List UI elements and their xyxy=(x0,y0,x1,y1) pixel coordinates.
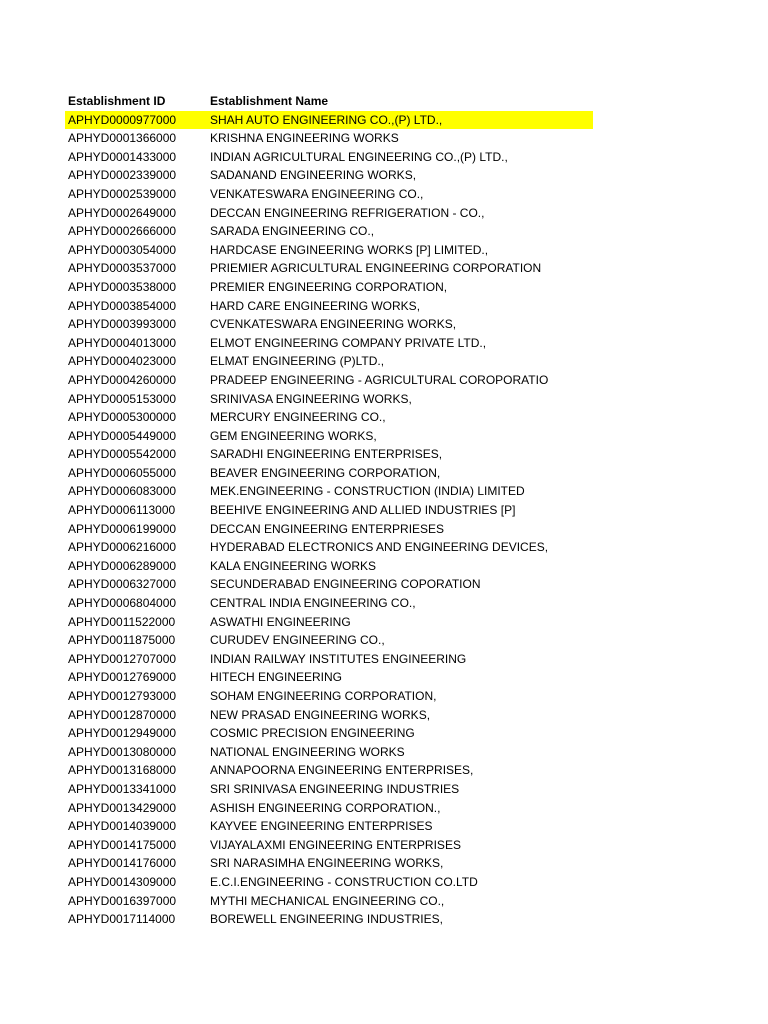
establishment-id-cell: APHYD0011875000 xyxy=(68,633,176,648)
establishment-id-cell: APHYD0006289000 xyxy=(68,558,177,573)
establishment-id-cell: APHYD0003054000 xyxy=(68,242,177,257)
establishment-name-cell: PRIEMIER AGRICULTURAL ENGINEERING CORPORATION xyxy=(210,261,542,276)
establishment-id-cell: APHYD0001366000 xyxy=(68,131,177,146)
table-row[interactable] xyxy=(65,408,593,427)
table-row[interactable] xyxy=(65,706,593,725)
table-row[interactable] xyxy=(65,371,593,390)
table-row[interactable] xyxy=(65,557,593,576)
establishment-name-cell: ELMOT ENGINEERING COMPANY PRIVATE LTD., xyxy=(210,335,487,350)
establishment-name-cell: DECCAN ENGINEERING REFRIGERATION - CO., xyxy=(210,205,485,220)
table-row[interactable] xyxy=(65,631,593,650)
establishment-name-cell: ANNAPOORNA ENGINEERING ENTERPRISES, xyxy=(210,763,474,778)
table-row[interactable] xyxy=(65,111,593,130)
table-row[interactable] xyxy=(65,185,593,204)
establishment-id-cell: APHYD0005300000 xyxy=(68,410,177,425)
establishment-id-cell: APHYD0006327000 xyxy=(68,577,177,592)
table-row[interactable] xyxy=(65,334,593,353)
establishment-id-cell: APHYD0006199000 xyxy=(68,521,177,536)
establishment-id-cell: APHYD0001433000 xyxy=(68,149,177,164)
establishment-name-cell: HARDCASE ENGINEERING WORKS [P] LIMITED., xyxy=(210,242,489,257)
establishment-name-cell: SRI SRINIVASA ENGINEERING INDUSTRIES xyxy=(210,781,460,796)
establishment-id-cell: APHYD0014175000 xyxy=(68,837,177,852)
establishment-name-cell: CENTRAL INDIA ENGINEERING CO., xyxy=(210,596,416,611)
establishment-id-cell: APHYD0006113000 xyxy=(68,503,176,518)
establishment-id-cell: APHYD0011522000 xyxy=(68,614,176,629)
table-row[interactable] xyxy=(65,799,593,818)
establishment-id-cell: APHYD0004260000 xyxy=(68,372,177,387)
table-row[interactable] xyxy=(65,204,593,223)
establishment-id-cell: APHYD0013429000 xyxy=(68,800,177,815)
establishment-name-cell: SHAH AUTO ENGINEERING CO.,(P) LTD., xyxy=(210,112,443,127)
establishment-name-cell: NEW PRASAD ENGINEERING WORKS, xyxy=(210,707,431,722)
establishment-name-cell: CURUDEV ENGINEERING CO., xyxy=(210,633,385,648)
establishment-name-cell: NATIONAL ENGINEERING WORKS xyxy=(210,744,405,759)
establishment-name-cell: SOHAM ENGINEERING CORPORATION, xyxy=(210,689,437,703)
table-row[interactable] xyxy=(65,613,593,632)
establishment-name-cell: ASWATHI ENGINEERING xyxy=(210,614,351,629)
table-row[interactable] xyxy=(65,780,593,799)
establishment-name-cell: KAYVEE ENGINEERING ENTERPRISES xyxy=(210,819,433,834)
establishment-name-cell: PREMIER ENGINEERING CORPORATION, xyxy=(210,279,448,294)
table-row[interactable] xyxy=(65,166,593,185)
establishment-id-cell: APHYD0014039000 xyxy=(68,819,177,834)
table-row[interactable] xyxy=(65,910,593,929)
table-row[interactable] xyxy=(65,297,593,316)
establishment-id-cell: APHYD0013341000 xyxy=(68,781,177,796)
establishment-id-cell: APHYD0017114000 xyxy=(68,912,176,927)
establishment-id-cell: APHYD0002339000 xyxy=(68,168,177,183)
column-header-establishment-id: Establishment ID xyxy=(68,94,166,108)
table-row[interactable] xyxy=(65,352,593,371)
establishment-id-cell: APHYD0002539000 xyxy=(68,186,177,201)
table-header-row xyxy=(65,92,593,111)
establishment-name-cell: DECCAN ENGINEERING ENTERPRIESES xyxy=(210,521,445,536)
table-row[interactable] xyxy=(65,650,593,669)
table-body xyxy=(65,111,593,929)
establishment-id-cell: APHYD0003538000 xyxy=(68,279,177,294)
establishment-id-cell: APHYD0006804000 xyxy=(68,596,177,611)
establishment-name-cell: BEAVER ENGINEERING CORPORATION, xyxy=(210,465,441,480)
establishment-name-cell: MEK.ENGINEERING - CONSTRUCTION (INDIA) LIMITED xyxy=(210,484,525,499)
establishment-id-cell: APHYD0006083000 xyxy=(68,484,177,499)
table-row[interactable] xyxy=(65,445,593,464)
establishment-id-cell: APHYD0012870000 xyxy=(68,707,177,722)
table-row[interactable] xyxy=(65,427,593,446)
establishment-id-cell: APHYD0012769000 xyxy=(68,670,177,685)
table-row[interactable] xyxy=(65,575,593,594)
table-row[interactable] xyxy=(65,259,593,278)
establishment-id-cell: APHYD0006055000 xyxy=(68,465,177,480)
establishment-id-cell: APHYD0003993000 xyxy=(68,317,177,332)
establishment-name-cell: BEEHIVE ENGINEERING AND ALLIED INDUSTRIES [P] xyxy=(210,503,516,518)
table-row[interactable] xyxy=(65,148,593,167)
table-row[interactable] xyxy=(65,594,593,613)
establishment-table xyxy=(65,92,593,929)
establishment-name-cell: GEM ENGINEERING WORKS, xyxy=(210,428,377,443)
establishment-name-cell: E.C.I.ENGINEERING - CONSTRUCTION CO.LTD xyxy=(210,874,478,889)
establishment-name-cell: VIJAYALAXMI ENGINEERING ENTERPRISES xyxy=(210,837,461,852)
establishment-id-cell: APHYD0004023000 xyxy=(68,354,177,369)
establishment-id-cell: APHYD0016397000 xyxy=(68,893,177,908)
table-row[interactable] xyxy=(65,482,593,501)
table-row[interactable] xyxy=(65,668,593,687)
establishment-name-cell: INDIAN RAILWAY INSTITUTES ENGINEERING xyxy=(210,651,467,666)
establishment-name-cell: MERCURY ENGINEERING CO., xyxy=(210,410,386,425)
establishment-name-cell: SECUNDERABAD ENGINEERING COPORATION xyxy=(210,577,481,592)
establishment-id-cell: APHYD0003537000 xyxy=(68,261,177,276)
column-header-establishment-name: Establishment Name xyxy=(210,94,329,108)
establishment-name-cell: SADANAND ENGINEERING WORKS, xyxy=(210,168,417,183)
table-row[interactable] xyxy=(65,129,593,148)
establishment-id-cell: APHYD0002666000 xyxy=(68,224,177,239)
table-row[interactable] xyxy=(65,390,593,409)
table-row[interactable] xyxy=(65,222,593,241)
table-row[interactable] xyxy=(65,724,593,743)
table-row[interactable] xyxy=(65,761,593,780)
table-row[interactable] xyxy=(65,278,593,297)
establishment-name-cell: KRISHNA ENGINEERING WORKS xyxy=(210,131,399,146)
establishment-name-cell: HITECH ENGINEERING xyxy=(210,670,343,685)
establishment-id-cell: APHYD0006216000 xyxy=(68,540,177,555)
table-row[interactable] xyxy=(65,501,593,520)
establishment-id-cell: APHYD0005542000 xyxy=(68,447,177,462)
establishment-name-cell: SRI NARASIMHA ENGINEERING WORKS, xyxy=(210,856,444,871)
establishment-name-cell: ASHISH ENGINEERING CORPORATION., xyxy=(210,800,441,815)
establishment-name-cell: CVENKATESWARA ENGINEERING WORKS, xyxy=(210,317,457,332)
table-row[interactable] xyxy=(65,538,593,557)
establishment-name-cell: SARADHI ENGINEERING ENTERPRISES, xyxy=(210,447,443,462)
establishment-id-cell: APHYD0012793000 xyxy=(68,689,177,703)
establishment-id-cell: APHYD0002649000 xyxy=(68,205,177,220)
establishment-name-cell: PRADEEP ENGINEERING - AGRICULTURAL COROPORATIO xyxy=(210,372,549,387)
establishment-name-cell: MYTHI MECHANICAL ENGINEERING CO., xyxy=(210,893,445,908)
table-row[interactable] xyxy=(65,241,593,260)
establishment-id-cell: APHYD0000977000 xyxy=(68,112,177,127)
establishment-id-cell: APHYD0014176000 xyxy=(68,856,177,871)
establishment-id-cell: APHYD0004013000 xyxy=(68,335,177,350)
establishment-name-cell: SRINIVASA ENGINEERING WORKS, xyxy=(210,391,412,406)
table-row[interactable] xyxy=(65,892,593,911)
table-row[interactable] xyxy=(65,836,593,855)
table-row[interactable] xyxy=(65,687,593,706)
establishment-name-cell: BOREWELL ENGINEERING INDUSTRIES, xyxy=(210,912,443,927)
establishment-id-cell: APHYD0012707000 xyxy=(68,651,177,666)
establishment-name-cell: ELMAT ENGINEERING (P)LTD., xyxy=(210,354,385,369)
table-row[interactable] xyxy=(65,743,593,762)
table-row[interactable] xyxy=(65,817,593,836)
table-row[interactable] xyxy=(65,854,593,873)
establishment-name-cell: COSMIC PRECISION ENGINEERING xyxy=(210,726,415,741)
establishment-name-cell: HYDERABAD ELECTRONICS AND ENGINEERING DEVICES, xyxy=(210,540,549,555)
table-row[interactable] xyxy=(65,464,593,483)
establishment-id-cell: APHYD0012949000 xyxy=(68,726,177,741)
establishment-id-cell: APHYD0005449000 xyxy=(68,428,177,443)
table-row[interactable] xyxy=(65,315,593,334)
table-row[interactable] xyxy=(65,873,593,892)
establishment-id-cell: APHYD0013168000 xyxy=(68,763,177,778)
establishment-name-cell: VENKATESWARA ENGINEERING CO., xyxy=(210,186,424,201)
establishment-name-cell: SARADA ENGINEERING CO., xyxy=(210,224,375,239)
establishment-id-cell: APHYD0003854000 xyxy=(68,298,177,313)
establishment-id-cell: APHYD0005153000 xyxy=(68,391,177,406)
establishment-id-cell: APHYD0014309000 xyxy=(68,874,177,889)
establishment-id-cell: APHYD0013080000 xyxy=(68,744,177,759)
establishment-name-cell: HARD CARE ENGINEERING WORKS, xyxy=(210,298,421,313)
establishment-name-cell: KALA ENGINEERING WORKS xyxy=(210,558,377,573)
table-row[interactable] xyxy=(65,520,593,539)
establishment-name-cell: INDIAN AGRICULTURAL ENGINEERING CO.,(P) LTD., xyxy=(210,149,508,164)
